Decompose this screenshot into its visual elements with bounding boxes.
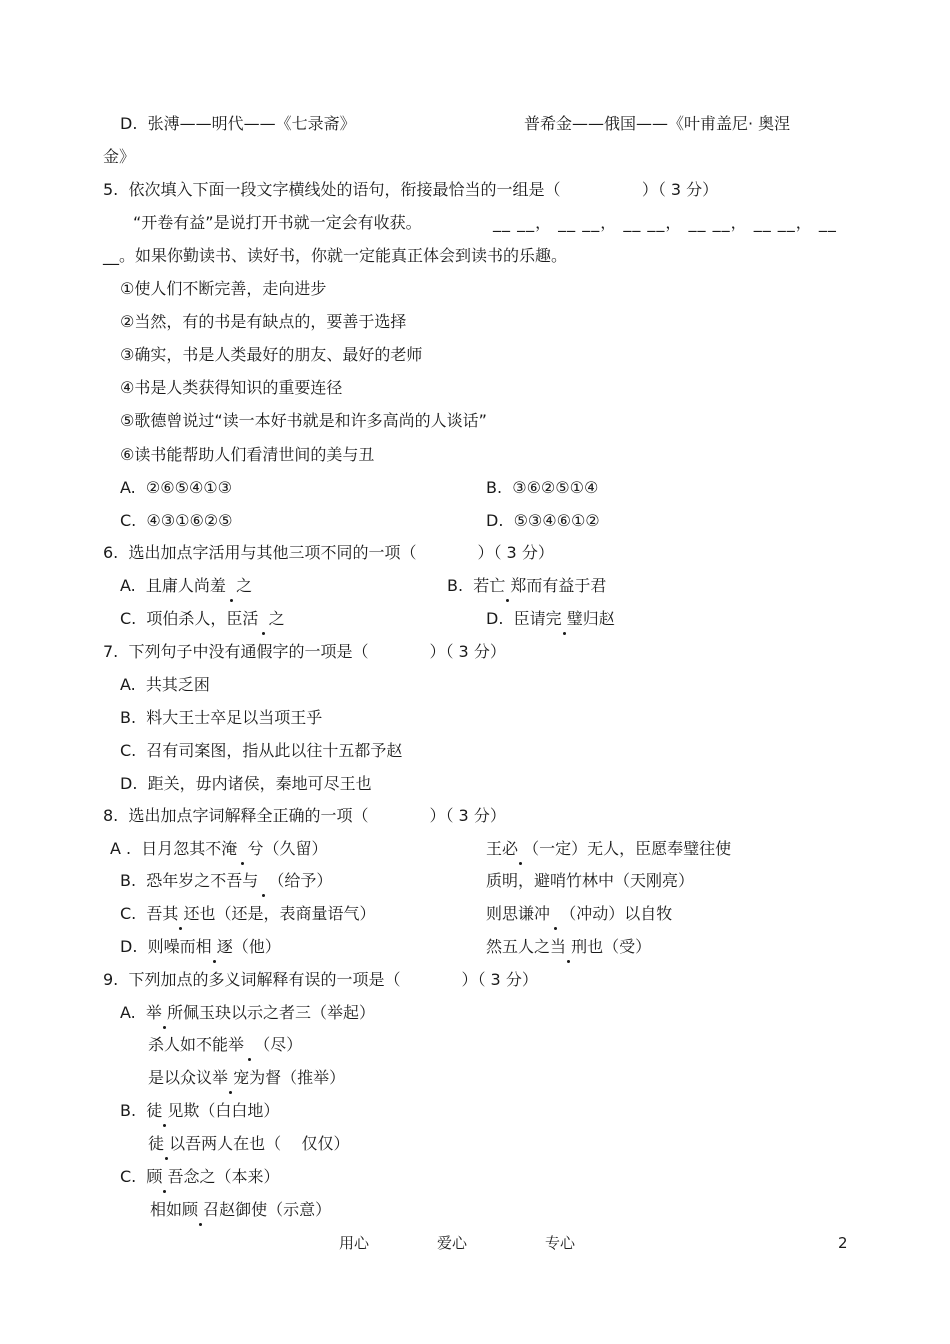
question-8-option-c-2: 则思谦冲 （冲动）以自牧 — [486, 904, 673, 923]
question-8-stem: 8. 选出加点字词解释全正确的一项（ ）（ 3 分） — [103, 806, 506, 825]
emphasis-dot — [258, 609, 268, 628]
question-6-option-d: D. 臣请完 璧归赵 — [486, 609, 615, 628]
question-9-option-a-1: A. 举 所佩玉玦以示之者三（举起） — [120, 1003, 376, 1022]
question-9-stem: 9. 下列加点的多义词解释有误的一项是（ ）（ 3 分） — [103, 970, 538, 989]
question-5-option-a: A. ②⑥⑤④①③ — [120, 478, 232, 497]
option-d-continuation: 金》 — [103, 147, 136, 166]
emphasis-dot — [550, 904, 560, 923]
question-8-option-c-1: C. 吾其 还也（还是，表商量语气） — [120, 904, 376, 923]
question-5-passage: “开卷有益”是说打开书就一定会有收获。 — [133, 213, 422, 232]
question-5-option-c: C. ④③①⑥②⑤ — [120, 511, 233, 530]
question-7-option-b: B. 料大王士卒足以当项王乎 — [120, 708, 323, 727]
emphasis-dot — [244, 1035, 254, 1054]
emphasis-dot — [162, 1101, 167, 1120]
question-6-option-b: B. 若亡 郑而有益于君 — [447, 576, 607, 595]
question-9-option-c-2: 相如顾 召赵御使（示意） — [150, 1200, 332, 1219]
question-5-sentence-4: ④书是人类获得知识的重要连径 — [120, 378, 343, 397]
question-5-sentence-2: ②当然，有的书是有缺点的，要善于选择 — [120, 312, 407, 331]
question-7-option-d: D. 距关，毋内诸侯，秦地可尽王也 — [120, 774, 372, 793]
question-5-sentence-5: ⑤歌德曾说过“读一本好书就是和许多高尚的人谈话” — [120, 411, 487, 430]
question-5-blanks: __ __， __ __， __ __， __ __， __ __， __ — [493, 213, 837, 232]
emphasis-dot — [228, 1068, 233, 1087]
question-7-stem: 7. 下列句子中没有通假字的一项是（ ）（ 3 分） — [103, 642, 506, 661]
emphasis-dot — [162, 1167, 167, 1186]
emphasis-dot — [164, 1134, 169, 1153]
page-number: 2 — [838, 1234, 848, 1252]
question-8-option-d-2: 然五人之当 刑也（受） — [486, 937, 652, 956]
emphasis-dot — [237, 839, 247, 858]
question-9-option-a-2: 杀人如不能举 （尽） — [148, 1035, 303, 1054]
footer-right: 专心 — [545, 1234, 576, 1252]
question-5-option-b: B. ③⑥②⑤①④ — [486, 478, 599, 497]
question-8-option-d-1: D. 则噪而相 逐（他） — [120, 937, 281, 956]
question-5-stem: 5. 依次填入下面一段文字横线处的语句，衔接最恰当的一组是（ ）（ 3 分） — [103, 180, 719, 199]
question-5-sentence-6: ⑥读书能帮助人们看清世间的美与丑 — [120, 445, 375, 464]
question-9-option-a-3: 是以众议举 宠为督（推举） — [148, 1068, 346, 1087]
footer-left: 用心 — [339, 1234, 370, 1252]
emphasis-dot — [212, 937, 217, 956]
question-9-option-b-2: 徒 以吾两人在也（ 仅仅） — [148, 1134, 350, 1153]
emphasis-dot — [198, 1200, 203, 1219]
question-6-option-a: A. 且庸人尚羞 之 — [120, 576, 253, 595]
question-6-stem: 6. 选出加点字活用与其他三项不同的一项（ ）（ 3 分） — [103, 543, 554, 562]
question-6-option-c: C. 项伯杀人，臣活 之 — [120, 609, 285, 628]
question-8-option-a-1: A . 日月忽其不淹 兮（久留） — [110, 839, 328, 858]
question-8-option-a-2: 王必 （一定）无人，臣愿奉璧往使 — [486, 839, 732, 858]
question-9-option-b-1: B. 徒 见欺（白白地） — [120, 1101, 280, 1120]
emphasis-dot — [566, 937, 571, 956]
question-8-option-b-1: B. 恐年岁之不吾与 （给予） — [120, 871, 333, 890]
option-d-line-right: 普希金——俄国——《叶甫盖尼· 奥涅 — [524, 114, 791, 133]
emphasis-dot — [562, 609, 567, 628]
question-5-option-d: D. ⑤③④⑥①② — [486, 511, 600, 530]
question-5-sentence-1: ①使人们不断完善，走向进步 — [120, 279, 327, 298]
emphasis-dot — [518, 839, 523, 858]
emphasis-dot — [258, 871, 268, 890]
footer-middle: 爱心 — [437, 1234, 468, 1252]
emphasis-dot — [226, 576, 236, 595]
question-7-option-a: A. 共其乏困 — [120, 675, 210, 694]
question-9-option-c-1: C. 顾 吾念之（本来） — [120, 1167, 280, 1186]
option-d-line: D. 张溥——明代——《七录斋》 — [120, 114, 356, 133]
question-7-option-c: C. 召有司案图，指从此以往十五都予赵 — [120, 741, 403, 760]
emphasis-dot — [505, 576, 510, 595]
question-8-option-b-2: 质明，避哨竹林中（天刚亮） — [486, 871, 695, 890]
emphasis-dot — [162, 1003, 167, 1022]
question-5-sentence-3: ③确实，书是人类最好的朋友、最好的老师 — [120, 345, 423, 364]
question-5-passage-end: __。如果你勤读书、读好书，你就一定能真正体会到读书的乐趣。 — [103, 246, 568, 265]
emphasis-dot — [178, 904, 183, 923]
